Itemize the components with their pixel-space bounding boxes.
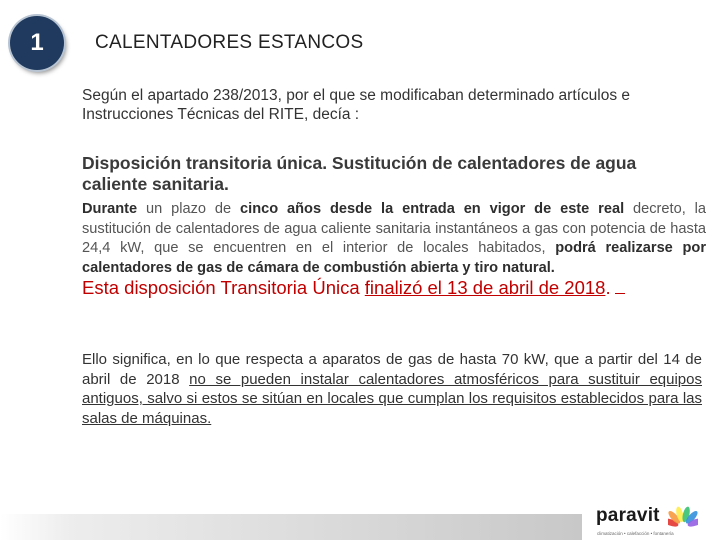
footer-bar [0, 514, 582, 540]
alert-date-underlined: finalizó el 13 de abril de 2018 [364, 277, 606, 298]
page-title: CALENTADORES ESTANCOS [95, 32, 364, 53]
intro-paragraph: Según el apartado 238/2013, por el que se modificaban determinado artículos e Instrucciones Técnicas del RITE, decía : [82, 87, 631, 123]
body-bold-3: cinco años desde la entrada en vigor de este real [240, 201, 625, 217]
logo-tagline: climatización • calefacción • fontanería [597, 531, 674, 536]
alert-text-1: Esta disposición Transitoria Única [82, 277, 365, 298]
logo-wordmark: paravit [596, 505, 660, 526]
trailing-underline [615, 279, 625, 294]
expiry-notice [82, 276, 712, 300]
body-text-2: un plazo de [137, 201, 241, 217]
slide-number-badge [10, 16, 64, 70]
slide-number: 1 [30, 29, 44, 56]
body-bold-5: podrá realizarse por calentadores de gas de cámara de combustión abierta y tiro natural. [82, 240, 706, 276]
alert-text-3: . [605, 277, 611, 298]
transitional-provision-text [82, 200, 706, 278]
section-heading: Disposición transitoria única. Sustitución de calentadores de agua caliente sanitaria. [82, 153, 637, 194]
paravit-logo [596, 505, 714, 539]
meaning-underlined: no se pueden instalar calentadores atmosféricos para sustituir equipos antiguos, salvo si estos se sitúan en locales que cumplan los requisitos establecidos para las salas de máquinas. [82, 370, 702, 427]
logo-mark-icon [668, 505, 698, 535]
meaning-text-1: Ello significa, en lo que respecta a aparatos de gas de hasta 70 kW, que a partir del 14 de abril de 2018 [82, 351, 702, 388]
meaning-paragraph [82, 350, 702, 428]
body-text-4: decreto, la sustitución de calentadores de agua caliente sanitaria instantáneos a gas con potencia de hasta 24,4 kW, que se encuentren en el interior de locales habitados, [82, 201, 706, 256]
body-bold-1: Durante [82, 201, 138, 217]
